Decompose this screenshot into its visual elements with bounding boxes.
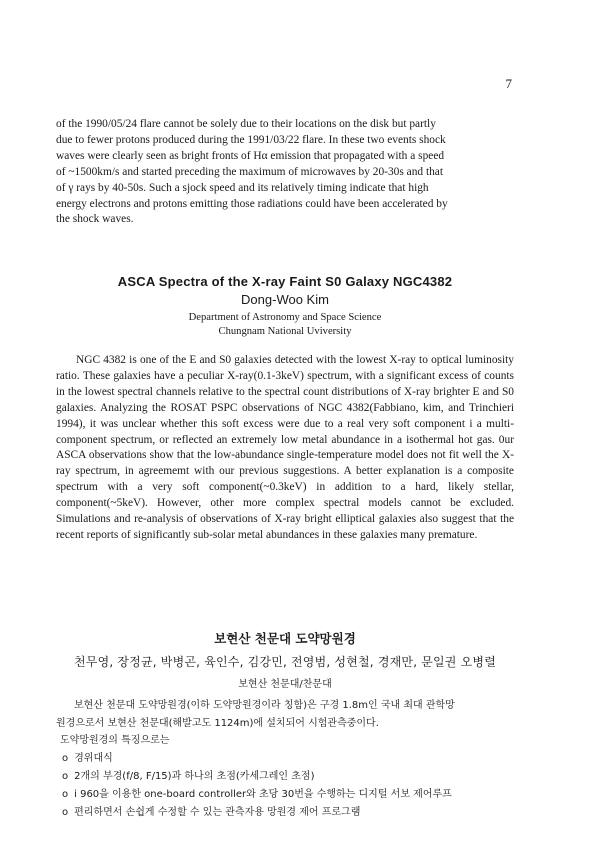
section2-para2: 도약망원경의 특징으로는: [60, 735, 170, 746]
section1-affiliation-line2: Chungnam National Uviversity: [218, 326, 352, 337]
section2-affiliation: 보현산 천문대/찬문대: [238, 679, 332, 690]
section2-body: [56, 697, 514, 822]
section2-authors: 천무영, 장정균, 박병곤, 육인수, 김강민, 전영범, 성현철, 경재만, 문일권 오병렬: [73, 655, 496, 669]
section2-title: 보현산 천문대 도약망원경: [214, 631, 356, 646]
section1-abstract: [56, 353, 514, 544]
intro-paragraph: [56, 117, 514, 228]
list-item-text: i 960을 이용한 one-board controller와 초당 30번을 수행하는 디지털 서보 제어루프: [74, 788, 452, 800]
bullet-icon: o: [62, 770, 69, 782]
feature-list: [56, 750, 514, 822]
list-item-text: 경위대식: [74, 752, 113, 764]
bullet-icon: o: [62, 788, 69, 800]
intro-line: due to fewer protons produced during the 1991/03/22 flare. In these two events shock: [56, 133, 446, 146]
list-item-text: 편리하면서 손쉽게 수정할 수 있는 관측자용 망원경 제어 프로그램: [74, 806, 361, 818]
list-item: [62, 768, 514, 786]
list-item: [62, 750, 514, 768]
intro-line: of γ rays by 40-50s. Such a sjock speed and its relatively timing indicate that high: [56, 181, 429, 194]
section2-heading: [56, 629, 514, 690]
page-number: 7: [505, 76, 512, 91]
list-item-text: 2개의 부경(f/8, F/15)과 하나의 초점(카세그레인 초점): [74, 770, 315, 782]
section1-title: ASCA Spectra of the X-ray Faint S0 Galaxy NGC4382: [117, 274, 453, 289]
list-item: [62, 804, 514, 822]
section1-heading: [56, 274, 514, 339]
intro-line: waves were clearly seen as bright fronts of Hα emission that propagated with a speed: [56, 149, 445, 162]
intro-line: energy electrons and protons emitting those radiations could have been accelerated by: [56, 197, 448, 210]
bullet-icon: o: [62, 752, 69, 764]
section1-affiliation-line1: Department of Astronomy and Space Science: [188, 312, 382, 323]
section1-abstract-text: NGC 4382 is one of the E and S0 galaxies detected with the lowest X-ray to optical luminosity ratio. These galaxies have a peculiar X-ray(0.1-3keV) spectrum, with a significant excess of counts in the lowest spectral channels relative to the spectral count distributions of X-ray brighter E and S0 galaxies. Analyzing the ROSAT PSPC observations of NGC 4382(Fabbiano, kim, and Trinchieri 1994), it was unclear whether this soft excess were due to a real very soft component i a multi-component spectrum, or reflected an extremely low metal abundance in a isothermal hot gas. 0ur ASCA observations show that the low-abundance single-temperature model does not fit well the X-ray spectrum, in agreememt with our previous suggestions. A better explanation is a composite spectrum with a very soft component(~0.3keV) in addition to a hard, likely stellar, component(~5keV). However, other more complex spectral models cannot be excluded. Simulations and re-analysis of observations of X-ray bright elliptical galaxies also suggest that the recent reports of significantly sub-solar metal abundances in these galaxies many premature.: [56, 354, 514, 541]
intro-line: of the 1990/05/24 flare cannot be solely due to their locations on the disk but partly: [56, 118, 436, 130]
section1-author: Dong-Woo Kim: [241, 292, 329, 307]
section2-para1-line2: 원경으로서 보현산 천문대(해발고도 1124m)에 설치되어 시험관측중이다.: [56, 717, 379, 729]
intro-line: of ~1500km/s and started preceding the maximum of microwaves by 20-30s and that: [56, 165, 444, 178]
list-item: [62, 786, 514, 804]
section2-para1-line1: 보현산 천문대 도약망원경(이하 도약망원경이라 칭함)은 구경 1.8m인 국내 최대 관학망: [74, 700, 455, 711]
bullet-icon: o: [62, 806, 69, 818]
intro-line: the shock waves.: [56, 213, 134, 226]
